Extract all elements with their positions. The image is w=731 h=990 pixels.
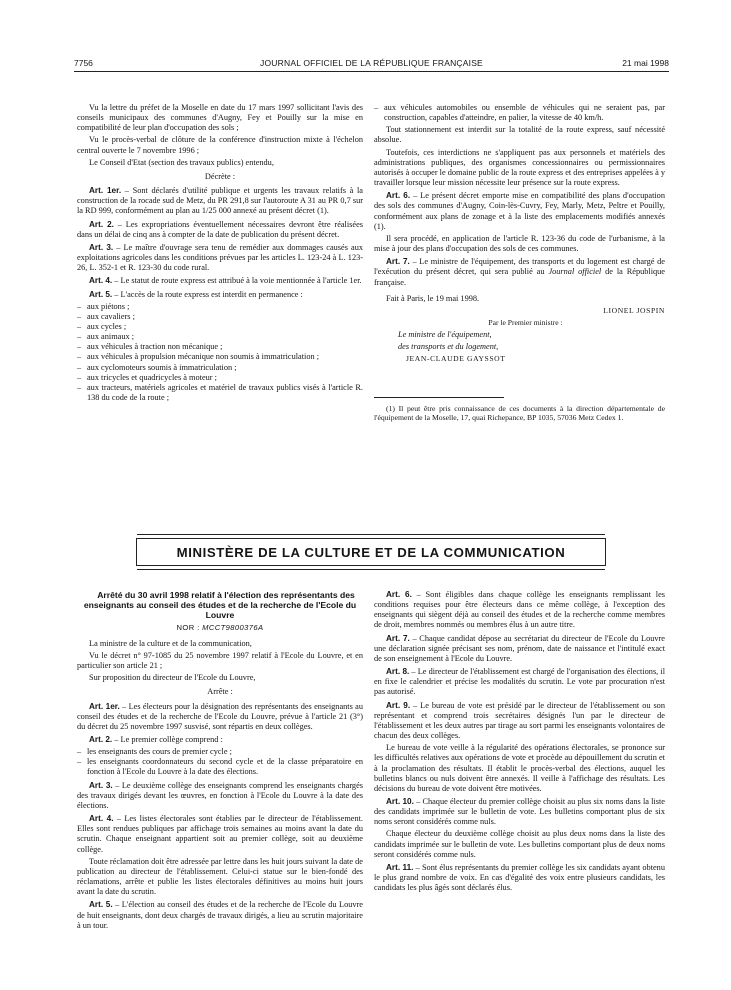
issue-date: 21 mai 1998: [622, 58, 669, 68]
article-text: – Le directeur de l'établissement est chargé de l'organisation des élections, il en fixe le calendrier et précise les modalités du scrutin. Le vote par procuration n'est pas autorisé.: [374, 667, 665, 697]
minister-signature: JEAN-CLAUDE GAYSSOT: [406, 354, 506, 364]
article-text: – Les expropriations éventuellement nécessaires devront être réalisées dans un délai de cinq ans à compter de la date de publication du présent décret.: [77, 219, 363, 239]
article-text: – L'accès de la route express est interdit en permanence :: [112, 289, 303, 299]
arrete-heading: Arrête :: [207, 687, 233, 697]
lower-right-column: [374, 590, 665, 895]
article-1: [77, 702, 363, 732]
intro-paragraph: La ministre de la culture et de la communication,: [89, 638, 252, 648]
list-item: – aux cyclomoteurs soumis à immatriculation ;: [77, 362, 237, 372]
article-11: [374, 863, 665, 893]
journal-reference: Journal officiel: [548, 267, 602, 277]
intro-paragraph: Vu le procès-verbal de clôture de la conférence d'instruction mixte à l'échelon central ouverte le 7 novembre 1996 ;: [77, 135, 363, 155]
article-9: [374, 701, 665, 742]
first-college-list: [77, 747, 363, 777]
article-text: – Le deuxième collège des enseignants comprend les enseignants chargés des travaux dirigés devant les œuvres, en fonction à l'Ecole du Louvre à la date des élections.: [77, 780, 363, 810]
article-4: [77, 814, 363, 855]
article-label: Art. 11.: [386, 862, 414, 872]
intro-paragraph: Le Conseil d'Etat (section des travaux publics) entendu,: [89, 157, 274, 167]
page-number: 7756: [74, 58, 93, 68]
minister-title: des transports et du logement,: [398, 342, 499, 352]
article-text: – Sont élus représentants du premier collège les six candidats ayant obtenu le plus grand nombre de voix. En cas d'égalité des voix entre plusieurs candidats, les candidats les plus âgés sont déclarés élus.: [374, 862, 665, 893]
article-label: Art. 1er.: [89, 701, 120, 711]
article-label: Art. 10.: [386, 796, 414, 806]
article-label: Art. 5.: [89, 289, 113, 299]
article-text: – Chaque candidat dépose au secrétariat du directeur de l'Ecole du Louvre une déclaration signée précisant ses nom, prénom, date de naissance et l'intitulé exact de son enseignement à l'Ecole du Louvre.: [374, 633, 665, 663]
list-item: – aux cycles ;: [77, 321, 127, 331]
list-item: – aux véhicules automobiles ou ensemble de véhicules qui ne seraient pas, par construction, capables d'atteindre, en palier, la vitesse de 40 km/h.: [374, 103, 665, 123]
article-text: – Le bureau de vote est présidé par le directeur de l'établissement ou son représentant et comprend trois secrétaires désignés l'un par le directeur de l'établissement et les deux autres par tirage au sort parmi les enseignants volontaires de chacun des deux collèges.: [374, 700, 665, 741]
article-10: [374, 797, 665, 827]
decrete-heading: Décrète :: [204, 171, 236, 181]
article-3: [77, 781, 363, 811]
article-7: [374, 634, 665, 664]
list-item: – aux tricycles et quadricycles à moteur ;: [77, 372, 217, 382]
article-label: Art. 4.: [89, 276, 113, 286]
intro-paragraph: Vu le décret n° 97-1085 du 25 novembre 1997 relatif à l'Ecole du Louvre, et en particulier son article 21 ;: [77, 650, 363, 671]
list-item: – les enseignants coordonnateurs du second cycle et de la classe préparatoire en fonction à l'Ecole du Louvre à la date des élections.: [77, 757, 363, 777]
article-8: [374, 667, 665, 697]
article-text: – Le statut de route express est attribué à la voie mentionnée à l'article 1er.: [112, 276, 362, 286]
banner-rule: [137, 534, 605, 535]
footnote: (1) Il peut être pris connaissance de ces documents à la direction départementale de l'équipement de la Moselle, 17, quai Richepance, BP 1035, 57036 Metz Cedex 1.: [374, 403, 665, 423]
article-text: – Sont déclarés d'utilité publique et urgents les travaux relatifs à la construction de la rocade sud de Metz, du PR 291,8 sur l'autoroute A 31 au PR 0,7 sur la RD 999, conformément au plan au 1/25 000 annexé au présent décret (1).: [77, 186, 363, 216]
article-label: Art. 4.: [89, 814, 114, 824]
nor-reference: NOR : MCCT9800376A: [176, 622, 264, 632]
list-item: – aux véhicules à traction non mécanique ;: [77, 342, 223, 352]
footnote-rule: [374, 397, 504, 398]
article-1: [77, 186, 363, 216]
article-label: Art. 2.: [89, 219, 114, 229]
arrete-title: Arrêté du 30 avril 1998 relatif à l'élection des représentants des enseignants au conseil des études et de la recherche de l'Ecole du Louvre: [83, 590, 357, 621]
ministry-section-banner: [136, 538, 606, 566]
paragraph: Chaque électeur du deuxième collège choisit au plus deux noms dans la liste des candidats imprimée sur le bulletin de vote. Les bulletins comportant plus de deux noms seront considérés comme nuls.: [374, 829, 665, 859]
list-item: – aux piétons ;: [77, 301, 130, 311]
paragraph: Toutefois, ces interdictions ne s'appliquent pas aux personnels et matériels des administrations publiques, des organismes concessionnaires ou permissionnaires autorisés à occuper le domaine public de la route express et des entreprises appelées à y travailler lorsque leur mission nécessite leur présence sur la route express.: [374, 147, 665, 188]
article-4: [77, 276, 363, 286]
list-item: – aux cavaliers ;: [77, 311, 135, 321]
article-3: [77, 243, 363, 273]
lower-left-column: [77, 590, 363, 933]
list-item: – aux véhicules à propulsion mécanique non soumis à immatriculation ;: [77, 352, 320, 362]
article-text: – Le présent décret emporte mise en compatibilité des plans d'occupation des sols des communes d'Augny, Coin-lès-Cuvry, Fey, Marly, Metz, Peltre et Pouilly, conformément aux plans de zonage et à la liste des emplacements modifiés annexés (1).: [374, 191, 665, 231]
paragraph: Il sera procédé, en application de l'article R. 123-36 du code de l'urbanisme, à la mise à jour des plans d'occupation des sols de ces communes.: [374, 233, 665, 254]
journal-title: JOURNAL OFFICIEL DE LA RÉPUBLIQUE FRANÇAISE: [260, 58, 483, 68]
list-item: – aux tracteurs, matériels agricoles et matériel de travaux publics visés à l'article R. 138 du code de la route ;: [77, 382, 363, 403]
done-at-line: Fait à Paris, le 19 mai 1998.: [386, 293, 480, 303]
access-restriction-list-continued: [374, 103, 665, 123]
nor-code: MCCT9800376A: [202, 622, 264, 632]
article-5: [77, 290, 363, 300]
by-prime-minister: Par le Premier ministre :: [488, 317, 563, 327]
article-6: [374, 590, 665, 631]
paragraph: Le bureau de vote veille à la régularité des opérations électorales, se prononce sur les difficultés relatives aux opérations de vote et procède au dépouillement du scrutin et à la proclamation des résultats. Il établit le procès-verbal des élections, auquel les bulletins blancs ou nuls doivent être annexés. Il veille à l'affichage des résultats. Les décisions du bureau de vote doivent être motivées.: [374, 743, 665, 793]
article-text: – Les listes électorales sont établies par le directeur de l'établissement. Elles sont rendues publiques par affichage trois semaines au moins avant la date du scrutin. Chaque enseignant appartient soit au premier collège, soit au deuxième collège.: [77, 814, 363, 854]
intro-paragraph: Vu la lettre du préfet de la Moselle en date du 17 mars 1997 sollicitant l'avis des conseils municipaux des communes d'Augny, Fey et Pouilly sur la mise en compatibilité de leur plan d'occupation des sols ;: [77, 103, 363, 133]
article-label: Art. 6.: [386, 590, 412, 599]
article-text: – Les électeurs pour la désignation des représentants des enseignants au conseil des études et de la recherche de l'Ecole du Louvre, prévue à l'article 21 (3°) du décret du 25 novembre 1997 susvisé, sont répartis en deux collèges.: [77, 701, 363, 731]
paragraph: Toute réclamation doit être adressée par lettre dans les huit jours suivant la date de publication au directeur de l'établissement. Celui-ci statue sur le bien-fondé des réclamations, arrête et publie les listes électorales définitives au moins huit jours avant la date du scrutin.: [77, 856, 363, 897]
ministry-title: MINISTÈRE DE LA CULTURE ET DE LA COMMUNICATION: [176, 544, 566, 560]
list-item: – aux animaux ;: [77, 332, 135, 342]
intro-paragraph: Sur proposition du directeur de l'Ecole du Louvre,: [89, 673, 256, 683]
article-label: Art. 7.: [386, 633, 410, 643]
upper-right-column: [374, 103, 665, 425]
banner-rule: [137, 569, 605, 570]
article-text: – L'élection au conseil des études et de la recherche de l'Ecole du Louvre de huit enseignants, dont deux chargés de travaux dirigés, a lieu au scrutin majoritaire à un tour.: [77, 900, 363, 930]
article-text: – Sont éligibles dans chaque collège les enseignants remplissant les conditions requises pour être électeurs dans ce même collège, à l'exception des enseignants qui siègent déjà au conseil des études et de la recherche comme membres de droit, membres nommés ou membres élus à un autre titre.: [374, 590, 665, 630]
prime-minister-signature: LIONEL JOSPIN: [603, 305, 665, 315]
article-label: Art. 6.: [386, 191, 411, 201]
upper-left-column: [77, 103, 363, 405]
article-label: Art. 3.: [89, 242, 114, 252]
article-text: – Chaque électeur du premier collège choisit au plus six noms dans la liste des candidats imprimée sur le bulletin de vote. Les bulletins comportant plus de six noms seront considérés comme nuls.: [374, 796, 665, 827]
article-label: Art. 2.: [89, 735, 113, 745]
paragraph: Tout stationnement est interdit sur la totalité de la route express, sauf nécessité absolue.: [374, 125, 665, 145]
article-label: Art. 1er.: [89, 186, 122, 196]
header-rule: [74, 71, 669, 72]
article-label: Art. 8.: [386, 667, 410, 677]
list-item: – les enseignants des cours de premier cycle ;: [77, 747, 232, 757]
article-6: [374, 191, 665, 232]
article-label: Art. 5.: [89, 900, 113, 910]
article-label: Art. 3.: [89, 780, 113, 790]
article-5: [77, 900, 363, 930]
access-restriction-list: [77, 302, 363, 404]
minister-title: Le ministre de l'équipement,: [398, 330, 492, 340]
article-2: [77, 735, 363, 745]
article-7: Art. 7. – Le ministre de l'équipement, des transports et du logement est chargé de l'exécution du présent décret, qui sera publié au Journal officiel de la République française.: [374, 257, 665, 287]
article-text: – Le maître d'ouvrage sera tenu de remédier aux dommages causés aux exploitations agricoles dans les conditions prévues par les articles L. 123-24 à L. 123-26, L. 352-1 et R. 123-30 du code rural.: [77, 242, 363, 273]
article-2: [77, 220, 363, 240]
article-text: – Le premier collège comprend :: [112, 735, 223, 745]
page-header: [74, 58, 669, 72]
article-label: Art. 7.: [386, 257, 410, 267]
article-label: Art. 9.: [386, 700, 411, 710]
